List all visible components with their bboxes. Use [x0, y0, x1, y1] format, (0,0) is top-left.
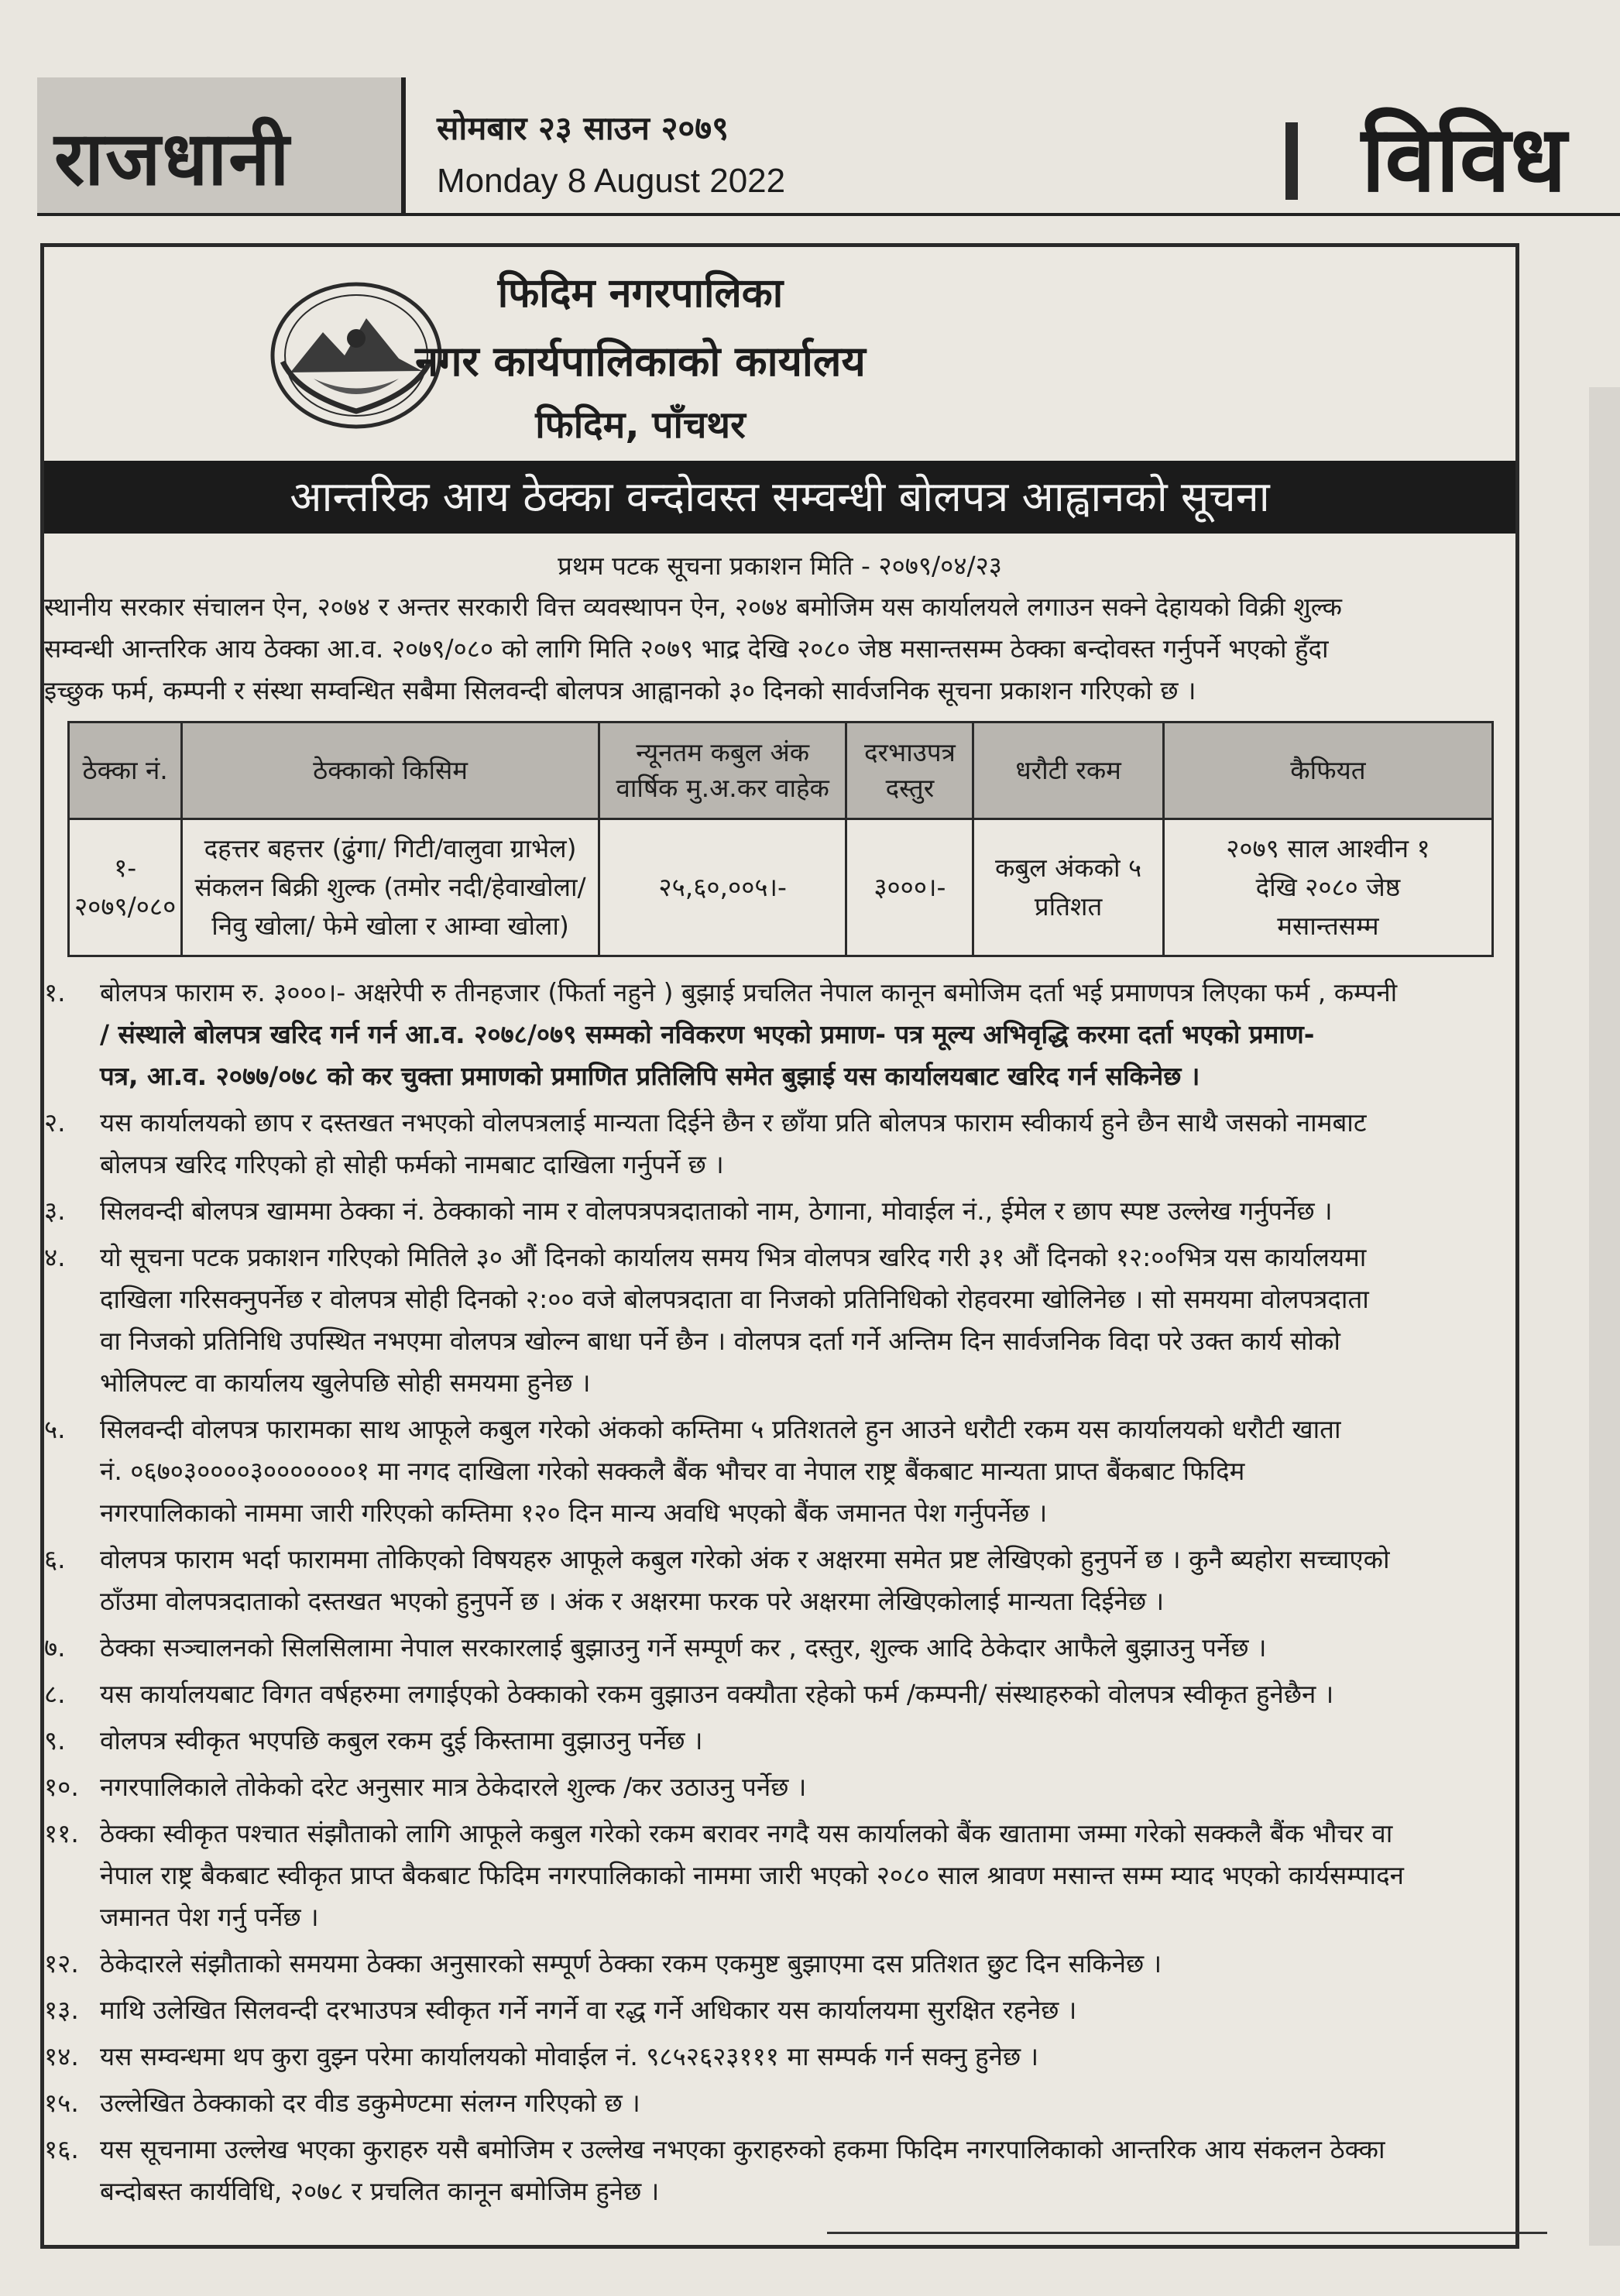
clause-text: [100, 1813, 1404, 1938]
publication-date: प्रथम पटक सूचना प्रकाशन मिति - २०७९/०४/२३: [558, 551, 1002, 581]
clause-line: पत्र, आ.व. २०७७/०७८ को कर चुक्ता प्रमाणको प्रमाणित प्रतिलिपि समेत बुझाई यस कार्यालयबाट खरिद गर्न सकिनेछ ।: [100, 1061, 1200, 1091]
list-item: [44, 1190, 1508, 1232]
header-line: वार्षिक मु.अ.कर वाहेक: [616, 773, 829, 803]
clause-line: बोलपत्र फाराम रु. ३०००।- अक्षरेपी रु तीनहजार (फिर्ता नहुने ) बुझाई प्रचलित नेपाल कानून बमोजिम दर्ता भई प्रमाणपत्र लिएका फर्म , कम्पनी: [100, 977, 1398, 1007]
intro-line: स्थानीय सरकार संचालन ऐन, २०७४ र अन्तर सरकारी वित्त व्यवस्थापन ऐन, २०७४ बमोजिम यस कार्यालयले लगाउन सक्ने देहायको विक्री शुल्क: [44, 592, 1342, 622]
list-item: [44, 1409, 1508, 1534]
terms-list: [44, 972, 1508, 2217]
clause-text: [100, 1409, 1341, 1534]
clause-number: ५.: [44, 1414, 66, 1444]
office-name: नगर कार्यपालिकाको कार्यालय: [415, 337, 866, 386]
cell-line: देखि २०८० जेष्ठ: [1255, 872, 1401, 902]
clause-line: सिलवन्दी बोलपत्र खाममा ठेक्का नं. ठेक्काको नाम र वोलपत्रपत्रदाताको नाम, ठेगाना, मोवाईल नं., ईमेल र छाप स्पष्ट उल्लेख गर्नुपर्नेछ ।: [100, 1196, 1333, 1226]
clause-text: [100, 2036, 1038, 2078]
clause-number: १३.: [44, 1995, 79, 2025]
clause-line: ठेक्का स्वीकृत पश्चात संझौताको लागि आफूले कबुल गरेको रकम बरावर नगदै यस कार्यालको बैंक खातामा जम्मा गरेको सक्कलै बैंक भौचर वा: [100, 1818, 1393, 1848]
list-item: [44, 1720, 1508, 1762]
office-location: फिदिम, पाँचथर: [535, 403, 746, 447]
table-header-row: [69, 722, 1493, 819]
col-header-bid-fee: [846, 722, 973, 819]
list-item: [44, 1627, 1508, 1669]
notice-title: आन्तरिक आय ठेक्का वन्दोवस्त सम्वन्धी बोलपत्र आह्वानको सूचना: [44, 461, 1515, 534]
date-nepali: सोमबार २३ साउन २०७९: [437, 109, 729, 147]
col-header-remarks: कैफियत: [1163, 722, 1492, 819]
clause-text: [100, 972, 1397, 1097]
clause-line: माथि उलेखित सिलवन्दी दरभाउपत्र स्वीकृत गर्ने नगर्ने वा रद्ध गर्ने अधिकार यस कार्यालयमा सुरक्षित रहनेछ ।: [100, 1995, 1077, 2025]
cell-line: दहत्तर बहत्तर (ढुंगा/ गिटी/वालुवा ग्राभेल): [204, 833, 577, 863]
clause-number: १.: [44, 977, 66, 1007]
cell-line: मसान्तसम्म: [1277, 911, 1379, 941]
cell-line: निवु खोला/ फेमे खोला र आम्वा खोला): [211, 911, 569, 941]
newspaper-name: राजधानी: [54, 115, 291, 202]
clause-text: [100, 2082, 640, 2124]
newspaper-logo: [37, 77, 406, 213]
cell-line: २०७९ साल आश्वीन १: [1226, 833, 1430, 863]
clause-line: नेपाल राष्ट्र बैकबाट स्वीकृत प्राप्त बैकबाट फिदिम नगरपालिकाको नाममा जारी भएको २०८० साल श्रावण मसान्त सम्म म्याद भएको कार्यसम्पादन: [100, 1860, 1404, 1890]
clause-text: [100, 1943, 1162, 1985]
clause-line: नगरपालिकाको नाममा जारी गरिएको कम्तिमा १२० दिन मान्य अवधि भएको बैंक जमानत पेश गर्नुपर्नेछ ।: [100, 1498, 1048, 1528]
clause-number: १४.: [44, 2041, 79, 2071]
list-item: [44, 1943, 1508, 1985]
list-item: [44, 2036, 1508, 2078]
clause-line: बन्दोबस्त कार्यविधि, २०७८ र प्रचलित कानून बमोजिम हुनेछ ।: [100, 2176, 660, 2206]
date-english: Monday 8 August 2022: [437, 162, 786, 200]
col-header-deposit: धरौटी रकम: [973, 722, 1164, 819]
clause-line: दाखिला गरिसक्नुपर्नेछ र वोलपत्र सोही दिनको २:०० वजे बोलपत्रदाता वा निजको प्रतिनिधिको रोहवरमा खोलिनेछ । सो समयमा वोलपत्रदाता: [100, 1284, 1369, 1314]
cell-line: कबुल अंकको ५: [995, 853, 1142, 883]
tender-notice: [40, 243, 1519, 2249]
clause-line: ठेकेदारले संझौताको समयमा ठेक्का अनुसारको सम्पूर्ण ठेक्का रकम एकमुष्ट बुझाएमा दस प्रतिशत छुट दिन सकिनेछ ।: [100, 1948, 1162, 1979]
cell-min-bid: २५,६०,००५।-: [599, 819, 846, 956]
section-title: विविध: [1361, 105, 1567, 212]
cell-tender-no: [69, 819, 182, 956]
clause-line: वोलपत्र फाराम भर्दा फाराममा तोकिएको विषयहरु आफूले कबुल गरेको अंक र अक्षरमा समेत प्रष्ट लेखिएको हुनुपर्ने छ । कुनै ब्यहोरा सच्चाएको: [100, 1544, 1390, 1574]
clause-line: नगरपालिकाले तोकेको दरेट अनुसार मात्र ठेकेदारले शुल्क /कर उठाउनु पर्नेछ ।: [100, 1772, 807, 1802]
header-line: दरभाउपत्र: [863, 737, 956, 767]
clause-number: १०.: [44, 1772, 79, 1802]
list-item: [44, 1102, 1508, 1186]
list-item: [44, 1237, 1508, 1404]
list-item: [44, 1813, 1508, 1938]
issue-date: [437, 107, 785, 206]
clause-number: ७.: [44, 1632, 66, 1663]
intro-paragraph: [44, 586, 1508, 712]
adjacent-column-edge: [1589, 387, 1620, 2246]
header-line: न्यूनतम कबुल अंक: [636, 737, 810, 767]
clause-number: ९.: [44, 1725, 66, 1755]
intro-line: सम्वन्धी आन्तरिक आय ठेक्का आ.व. २०७९/०८० को लागि मिति २०७९ भाद्र देखि २०८० जेष्ठ मसान्तसम्म ठेक्का बन्दोवस्त गर्नुपर्ने भएको हुँदा: [44, 633, 1329, 664]
clause-line: यस सम्वन्धमा थप कुरा वुझ्न परेमा कार्यालयको मोवाईल नं. ९८५२६२३१११ मा सम्पर्क गर्न सक्नु हुनेछ ।: [100, 2041, 1039, 2071]
clause-number: ४.: [44, 1242, 66, 1272]
clause-text: [100, 1237, 1369, 1404]
clause-line: सिलवन्दी वोलपत्र फारामका साथ आफूले कबुल गरेको अंकको कम्तिमा ५ प्रतिशतले हुन आउने धरौटी रकम यस कार्यालयको धरौटी खाता: [100, 1414, 1341, 1444]
cell-line: २०७९/०८०: [74, 891, 177, 921]
clause-line: नं. ०६७०३००००३०००००००१ मा नगद दाखिला गरेको सक्कलै बैंक भौचर वा नेपाल राष्ट्र बैंकबाट मान्यता प्राप्त बैंकबाट फिदिम: [100, 1456, 1245, 1486]
clause-line: ठेक्का सञ्चालनको सिलसिलामा नेपाल सरकारलाई बुझाउनु गर्ने सम्पूर्ण कर , दस्तुर, शुल्क आदि ठेकेदार आफैले बुझाउनु पर्नेछ ।: [100, 1632, 1267, 1663]
clause-line: वोलपत्र स्वीकृत भएपछि कबुल रकम दुई किस्तामा वुझाउनु पर्नेछ ।: [100, 1725, 703, 1755]
clause-line: यस कार्यालयबाट विगत वर्षहरुमा लगाईएको ठेक्काको रकम वुझाउन वक्यौता रहेको फर्म /कम्पनी/ संस्थाहरुको वोलपत्र स्वीकृत हुनेछैन ।: [100, 1679, 1334, 1709]
list-item: [44, 972, 1508, 1097]
clause-line: भोलिपल्ट वा कार्यालय खुलेपछि सोही समयमा हुनेछ ।: [100, 1368, 591, 1398]
header-line: दस्तुर: [885, 773, 935, 803]
clause-number: २.: [44, 1107, 66, 1138]
clause-number: ३.: [44, 1196, 66, 1226]
clause-number: १५.: [44, 2088, 79, 2118]
list-item: [44, 1539, 1508, 1622]
clause-text: [100, 1989, 1076, 2031]
list-item: [44, 1989, 1508, 2031]
clause-text: [100, 1190, 1333, 1232]
clause-number: ६.: [44, 1544, 66, 1574]
clause-text: [100, 1720, 703, 1762]
clause-text: [100, 1102, 1366, 1186]
list-item: [44, 1766, 1508, 1808]
clause-line: जमानत पेश गर्नु पर्नेछ ।: [100, 1902, 319, 1932]
cell-remarks: [1163, 819, 1492, 956]
clause-text: [100, 1766, 806, 1808]
cell-deposit: [973, 819, 1164, 956]
cell-tender-type: [182, 819, 599, 956]
list-item: [44, 2129, 1508, 2212]
clause-number: ८.: [44, 1679, 66, 1709]
clause-line: उल्लेखित ठेक्काको दर वीड डकुमेण्टमा संलग्न गरिएको छ ।: [100, 2088, 640, 2118]
cell-line: १-: [114, 853, 137, 883]
clause-number: ११.: [44, 1818, 79, 1848]
clause-line: बोलपत्र खरिद गरिएको हो सोही फर्मको नामबाट दाखिला गर्नुपर्ने छ ।: [100, 1149, 724, 1179]
clause-line: वा निजको प्रतिनिधि उपस्थित नभएमा वोलपत्र खोल्न बाधा पर्ने छैन । वोलपत्र दर्ता गर्ने अन्तिम दिन सार्वजनिक विदा परे उक्त कार्य सोको: [100, 1326, 1340, 1356]
newspaper-masthead: [37, 77, 1620, 216]
intro-line: इच्छुक फर्म, कम्पनी र संस्था सम्वन्धित सबैमा सिलवन्दी बोलपत्र आह्वानको ३० दिनको सार्वजनिक सूचना प्रकाशन गरिएको छ ।: [44, 675, 1196, 705]
clause-line: यस सूचनामा उल्लेख भएका कुराहरु यसै बमोजिम र उल्लेख नभएका कुराहरुको हकमा फिदिम नगरपालिकाको आन्तरिक आय संकलन ठेक्का: [100, 2134, 1385, 2164]
clause-text: [100, 1627, 1267, 1669]
clause-line: यो सूचना पटक प्रकाशन गरिएको मितिले ३० औं दिनको कार्यालय समय भित्र वोलपत्र खरिद गरी ३१ औं दिनको १२:००भित्र यस कार्यालयमा: [100, 1242, 1367, 1272]
clause-text: [100, 1539, 1390, 1622]
clause-line: ठाँउमा वोलपत्रदाताको दस्तखत भएको हुनुपर्ने छ । अंक र अक्षरमा फरक परे अक्षरमा लेखिएकोलाई मान्यता दिईनेछ ।: [100, 1586, 1165, 1616]
list-item: [44, 2082, 1508, 2124]
list-item: [44, 1673, 1508, 1715]
clause-number: १२.: [44, 1948, 79, 1979]
section-divider: [1285, 122, 1298, 200]
clause-text: [100, 2129, 1385, 2212]
clause-line: यस कार्यालयको छाप र दस्तखत नभएको वोलपत्रलाई मान्यता दिईने छैन र छाँया प्रति बोलपत्र फाराम स्वीकार्य हुने छैन साथै जसको नामबाट: [100, 1107, 1367, 1138]
tender-table: [67, 721, 1494, 957]
clause-line: / संस्थाले बोलपत्र खरिद गर्न गर्न आ.व. २०७८/०७९ सम्मको नविकरण भएको प्रमाण- पत्र मूल्य अभिवृद्धि करमा दर्ता भएको प्रमाण-: [100, 1019, 1315, 1049]
municipality-name: फिदिम नगरपालिका: [497, 270, 784, 317]
next-notice-border: [827, 2232, 1547, 2296]
col-header-min-bid: [599, 722, 846, 819]
cell-bid-fee: ३०००।-: [846, 819, 973, 956]
table-row: [69, 819, 1493, 956]
clause-number: १६.: [44, 2134, 79, 2164]
cell-line: प्रतिशत: [1034, 891, 1103, 921]
col-header-tender-type: ठेक्काको किसिम: [182, 722, 599, 819]
col-header-tender-no: ठेक्का नं.: [69, 722, 182, 819]
clause-text: [100, 1673, 1333, 1715]
cell-line: संकलन बिक्री शुल्क (तमोर नदी/हेवाखोला/: [194, 872, 586, 902]
